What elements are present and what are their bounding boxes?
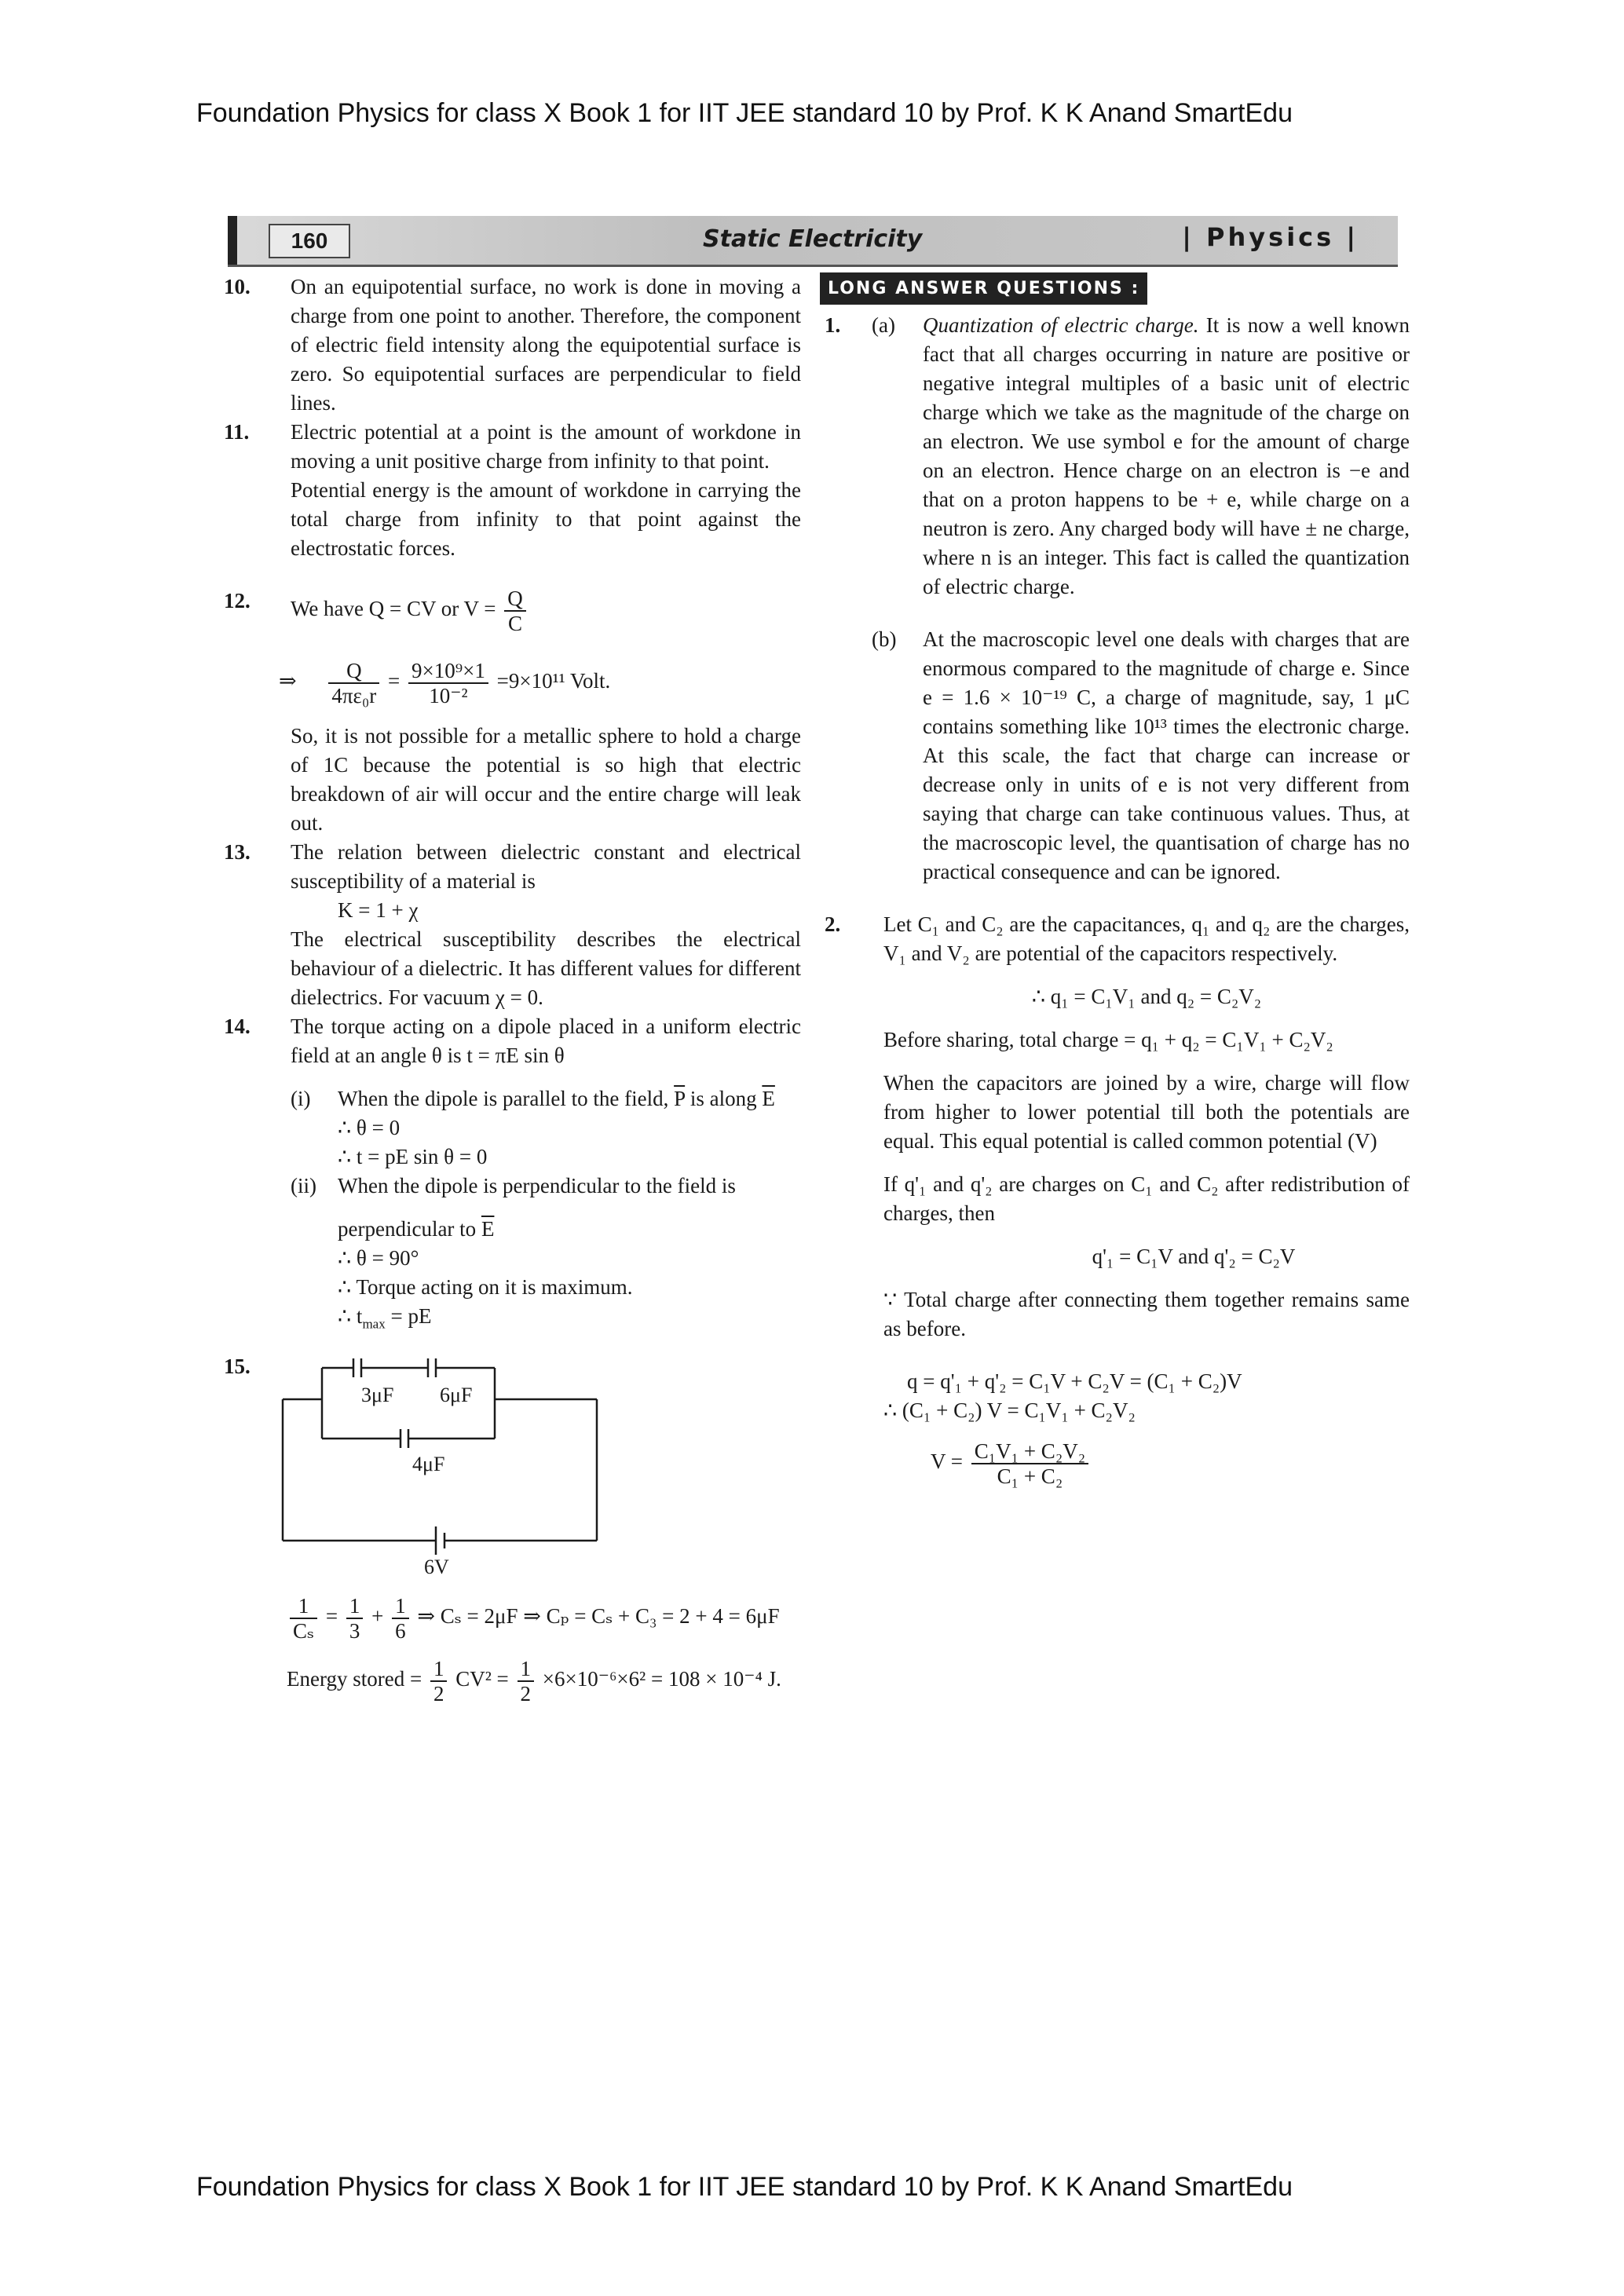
part-b: (b) At the macroscopic level one deals with charges that are enormous compared to the magnitude of charge e. Since e = 1.6 × 10⁻¹⁹ C, a charge of magnitude, say, 1 μC contains something like 10¹³ times the electronic charge. At this scale, the fact that charge can increase or decrease only in units of e is not very different from saying that charge can take continuous values. Thus, at the macroscopic level, the quantisation of charge has no practical consequence and can be ignored. [872,627,1410,883]
subject-label: | Physics | [1182,222,1359,252]
answer-number: 2. [825,912,841,936]
page-number: 160 [269,224,350,258]
answer-text: On an equipotential surface, no work is done in moving a charge from one point to another. Therefore, the component of electric field intensity along the equipotential surface is zero. So equipotential surfaces are perpendicular to field lines. [291,275,801,415]
formula-line: Energy stored = $\frac{1}{2}$ CV² = $\frac{1}{2}$ ×6×10⁻⁶×6² = 108 × 10⁻⁴ J. [287,1657,781,1706]
long-answer-1 [825,311,1410,887]
answer-number: 14. [224,1015,251,1038]
answer-text: So, it is not possible for a metallic sphere to hold a charge of 1C because the potential is so high that electric breakdown of air will occur and the entire charge will leak out. [291,724,801,835]
formula-line: ∴ (C₁ + C₂) V = C₁V₁ + C₂V₂ [883,1398,1136,1422]
right-column [825,272,1410,1488]
answer-12 [224,587,801,838]
answer-text: The relation between dielectric constant and electrical susceptibility of a material is [291,840,801,893]
part-a: (a) Quantization of electric charge. It is now a well known fact that all charges occurring in nature are positive or negative integral multiples of a basic unit of electric charge which we take as the magnitude of the charge on an electron. We use symbol e for the amount of charge on an electron. Hence charge on an electron is −e and that on a proton happens to be + e, while charge on a neutron is zero. Any charged body will have ± ne charge, where n is an integer. This fact is called the quantization of electric charge. [872,313,1410,598]
answer-11 [224,418,801,563]
capacitor-label: 3μF [361,1384,394,1407]
left-column [224,272,801,1706]
answer-number: 13. [224,840,251,864]
capacitor-circuit-diagram [275,1352,605,1580]
answer-13 [224,838,801,1012]
answer-14 [224,1012,801,1338]
answer-number: 10. [224,275,251,298]
formula-line: We have Q = CV or V = $\frac{Q}{C}$ [291,587,801,635]
answer-number: 1. [825,313,841,337]
chapter-title: Static Electricity [703,225,923,253]
formula-line: V = $\frac{\text{C₁V₁ + C₂V₂}}{\text{C₁ + C₂}}$ [883,1439,1410,1488]
capacitor-label: 6μF [440,1384,473,1407]
answer-15 [224,1352,801,1706]
capacitor-label: 4μF [412,1453,445,1476]
answer-10 [224,272,801,418]
long-answer-2: 2. Let C₁ and C₂ are the capacitances, q₁ and q₂ are the charges, V₁ and V₂ are potential of the capacitors respectively. ∴ q₁ = C₁V₁ and q₂ = C₂V₂ Before sharing, total charge = q₁ + q₂ = C₁V₁ + C₂V₂ When the capacitors are joined by a wire, charge will flow from higher to lower potential till both the potentials are equal. This equal potential is called common potential (V) If q'₁ and q'₂ are charges on C₁ and C₂ after redistribution of charges, then q'₁ = C₁V and q'₂ = C₂V ∵ Total charge after connecting them together remains same as before. q = q'₁ + q'₂ = C₁V + C₂V = (C₁ + C₂)V ∴ (C₁ + C₂) V = C₁V₁ + C₂V₂ V = $\frac{\text{C₁V₁ + C₂V₂}}{\text{C₁ + C₂}}$ [825,910,1410,1488]
formula-line: q'₁ = C₁V and q'₂ = C₂V [1092,1245,1296,1268]
section-heading: LONG ANSWER QUESTIONS : [820,272,1147,305]
answer-text: Electric potential at a point is the amount of workdone in moving a unit positive charge from infinity to that point. [291,420,801,473]
battery-label: 6V [424,1556,449,1579]
formula-line: ⇒ $\frac{Q}{\text{4πε₀r}}$ = $\frac{\text{9×10⁹×1}}{\text{10⁻²}}$ =9×10¹¹ Volt. [279,659,611,707]
formula-line: $\frac{1}{\text{Cₛ}}$ = $\frac{1}{3}$ + $\frac{1}{6}$ ⇒ Cₛ = 2μF ⇒ Cₚ = Cₛ + C₃ = 2 + 4 = 6μF [287,1594,801,1643]
header-edge-mark [228,216,237,265]
sub-point-ii: (ii) When the dipole is perpendicular to the field is perpendicular to $\overline{E}$ ∴ θ = 90° ∴ Torque acting on it is maximum. ∴ $t_{max}$ = pE [291,1174,736,1332]
page-header-bar [228,216,1398,267]
page-banner-top: Foundation Physics for class X Book 1 for IIT JEE standard 10 by Prof. K K Anand SmartEdu [196,98,1293,128]
formula-line: K = 1 + χ [338,898,419,922]
answer-number: 12. [224,589,251,612]
answer-text: The torque acting on a dipole placed in a uniform electric field at an angle θ is t = πE sin θ [291,1015,801,1067]
answer-text: The electrical susceptibility describes the electrical behaviour of a dielectric. It has different values for different dielectrics. For vacuum χ = 0. [291,927,801,1009]
fraction: $\frac{Q}{C}$ [504,587,526,635]
part-title: Quantization of electric charge. [923,313,1199,337]
sub-point-i: (i) When the dipole is parallel to the field, $\overline{P}$ is along $\overline{E}$ ∴ θ = 0 ∴ t = pE sin θ = 0 [291,1087,775,1168]
answer-number: 11. [224,420,250,444]
answer-number: 15. [224,1355,251,1379]
formula-line: ∴ q₁ = C₁V₁ and q₂ = C₂V₂ [1031,985,1262,1008]
answer-text: Potential energy is the amount of workdone in carrying the total charge from infinity to that point against the electrostatic forces. [291,478,801,560]
formula-line: q = q'₁ + q'₂ = C₁V + C₂V = (C₁ + C₂)V [907,1369,1242,1393]
page-banner-bottom: Foundation Physics for class X Book 1 for IIT JEE standard 10 by Prof. K K Anand SmartEdu [196,2172,1293,2202]
